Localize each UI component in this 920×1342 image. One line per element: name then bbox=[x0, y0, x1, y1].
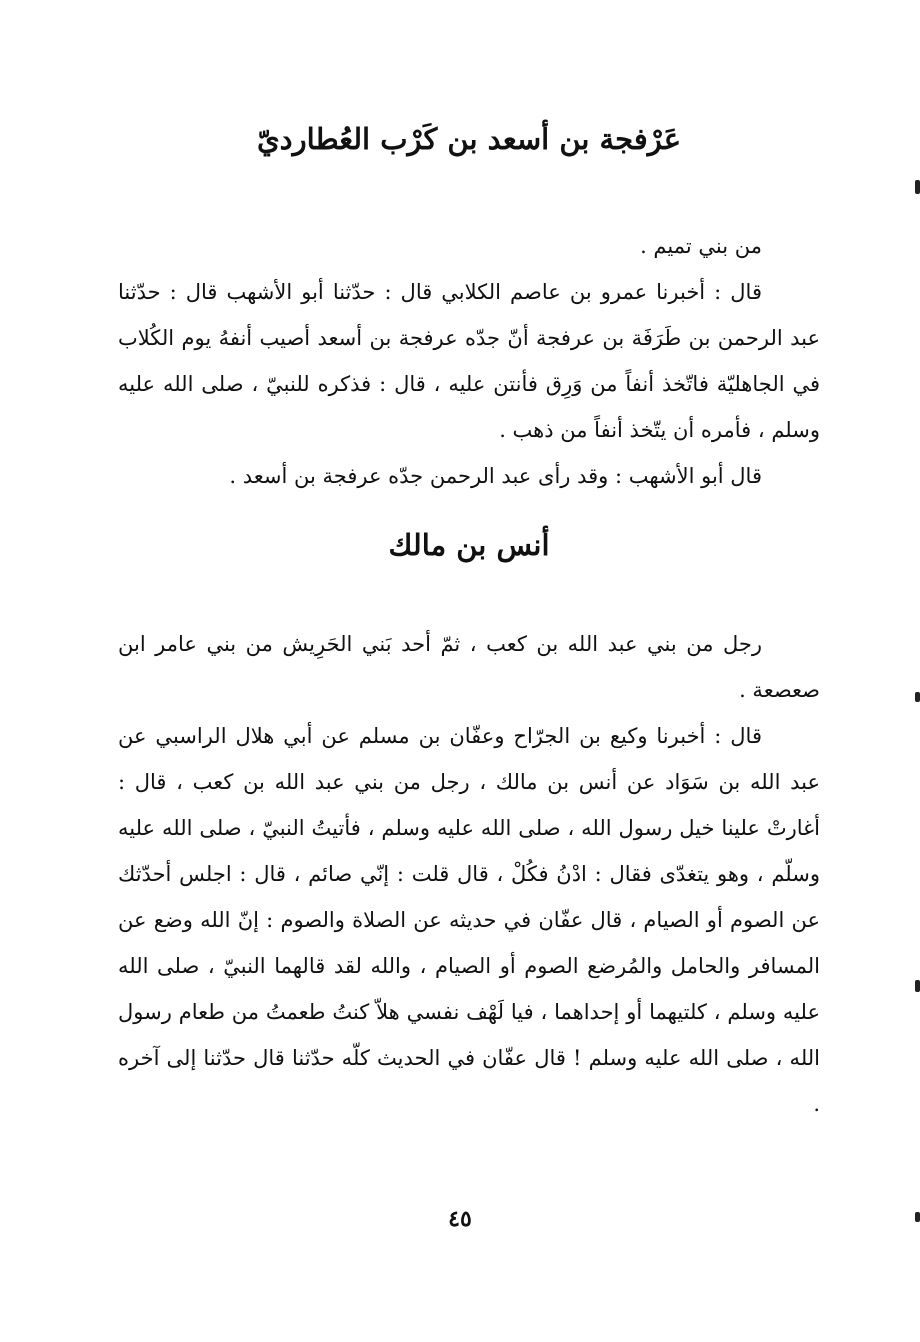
margin-mark bbox=[915, 180, 920, 194]
section-body bbox=[118, 223, 820, 499]
section-body bbox=[118, 621, 820, 1127]
paragraph: قال : أخبرنا وكيع بن الجرّاح وعفّان بن مسلم عن أبي هلال الراسبي عن عبد الله بن سَوَاد عن أنس بن مالك ، رجل من بني عبد الله بن كعب ، قال : أغارتْ علينا خيل رسول الله ، صلى الله عليه وسلم ، فأتيتُ النبيّ ، صلى الله عليه وسلّم ، وهو يتغدّى فقال : ادْنُ فكُلْ ، قال قلت : إنّي صائم ، قال : اجلس أحدّثك عن الصوم أو الصيام ، قال عفّان في حديثه عن الصلاة والصوم : إنّ الله وضع عن المسافر والحامل والمُرضع الصوم أو الصيام ، والله لقد قالهما النبيّ ، صلى الله عليه وسلم ، كلتيهما أو إحداهما ، فيا لَهْف نفسي هلاّ كنتُ طعمتُ من طعام رسول الله ، صلى الله عليه وسلم ! قال عفّان في الحديث كلّه حدّثنا قال حدّثنا إلى آخره . bbox=[118, 723, 820, 1116]
section-arfaja bbox=[118, 122, 820, 499]
margin-mark bbox=[915, 980, 920, 992]
paragraph: قال أبو الأشهب : وقد رأى عبد الرحمن جدّه عرفجة بن أسعد . bbox=[229, 463, 762, 488]
paragraph: من بني تميم . bbox=[640, 233, 762, 258]
paragraph: قال : أخبرنا عمرو بن عاصم الكلابي قال : حدّثنا أبو الأشهب قال : حدّثنا عبد الرحمن بن طَرَفَة بن عرفجة أنّ جدّه عرفجة بن أسعد أصيب أنفهُ يوم الكُلاب في الجاهليّة فاتّخذ أنفاً من وَرِق فأنتن عليه ، قال : فذكره للنبيّ ، صلى الله عليه وسلم ، فأمره أن يتّخذ أنفاً من ذهب . bbox=[118, 279, 820, 442]
section-title: أنس بن مالك bbox=[388, 528, 550, 562]
section-anas bbox=[118, 528, 820, 1127]
paragraph: رجل من بني عبد الله بن كعب ، ثمّ أحد بَني الحَرِيش من بني عامر ابن صعصعة . bbox=[118, 631, 820, 702]
page-number: ٤٥ bbox=[448, 1206, 472, 1232]
margin-mark bbox=[915, 692, 920, 702]
section-title: عَرْفجة بن أسعد بن كَرْب العُطارديّ bbox=[256, 122, 681, 156]
margin-mark bbox=[915, 1212, 920, 1222]
